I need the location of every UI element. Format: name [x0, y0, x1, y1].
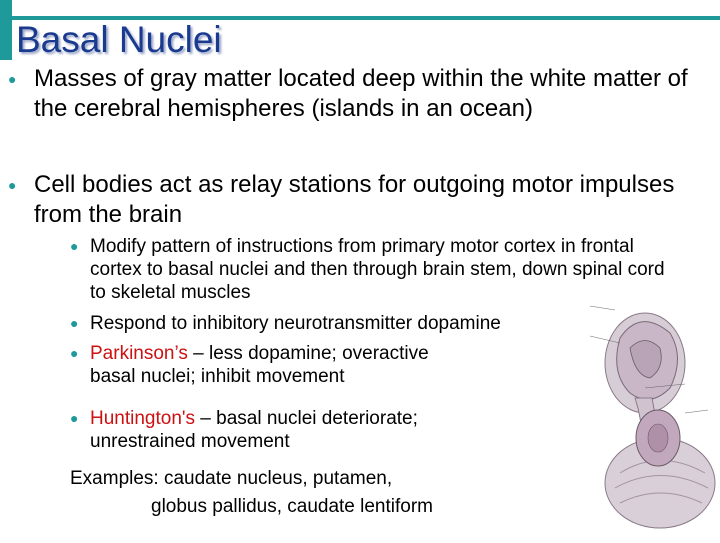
bullet-masses — [8, 64, 698, 124]
bullet-cell-bodies — [8, 170, 698, 230]
parkinsons-term: Parkinson’s — [90, 343, 188, 364]
huntingtons-term: Huntington's — [90, 408, 196, 429]
bullet-dot-icon: ● — [8, 71, 17, 87]
huntingtons-description: – basal nuclei deteriorate; unrestrained movement — [90, 408, 418, 452]
bullet-dot-icon: ● — [70, 315, 79, 331]
sub-bullet-modify — [70, 235, 670, 304]
bullet-text: Cell bodies act as relay stations for outgoing motor impulses from the brain — [34, 171, 675, 228]
parkinsons-description: – less dopamine; overactive basal nuclei; inhibit movement — [90, 343, 429, 387]
slide-title: Basal Nuclei — [16, 19, 222, 60]
bullet-dot-icon: ● — [70, 238, 79, 254]
sub-bullet-huntingtons — [70, 407, 450, 453]
sub-bullet-text: Modify pattern of instructions from primary motor cortex in frontal cortex to basal nuclei and then through brain stem, down spinal cord to skeletal muscles — [90, 236, 665, 303]
examples — [70, 465, 433, 521]
brain-illustration-icon — [590, 288, 718, 538]
examples-line-2: globus pallidus, caudate lentiform — [151, 496, 434, 517]
bullet-dot-icon: ● — [70, 410, 79, 426]
bullet-dot-icon: ● — [70, 345, 79, 361]
sub-bullet-text: Respond to inhibitory neurotransmitter dopamine — [90, 313, 501, 334]
sub-bullet-text — [90, 342, 470, 388]
sub-bullet-text — [90, 407, 450, 453]
sub-bullet-parkinsons — [70, 342, 470, 388]
brain-anatomy-illustration — [590, 288, 718, 538]
bullet-text: Masses of gray matter located deep within the white matter of the cerebral hemispheres (islands in an ocean) — [34, 65, 688, 122]
bullet-dot-icon: ● — [8, 177, 17, 193]
accent-bar-vertical — [0, 0, 12, 60]
sub-bullet-respond — [70, 312, 670, 335]
examples-line-1: Examples: caudate nucleus, putamen, — [70, 468, 393, 489]
